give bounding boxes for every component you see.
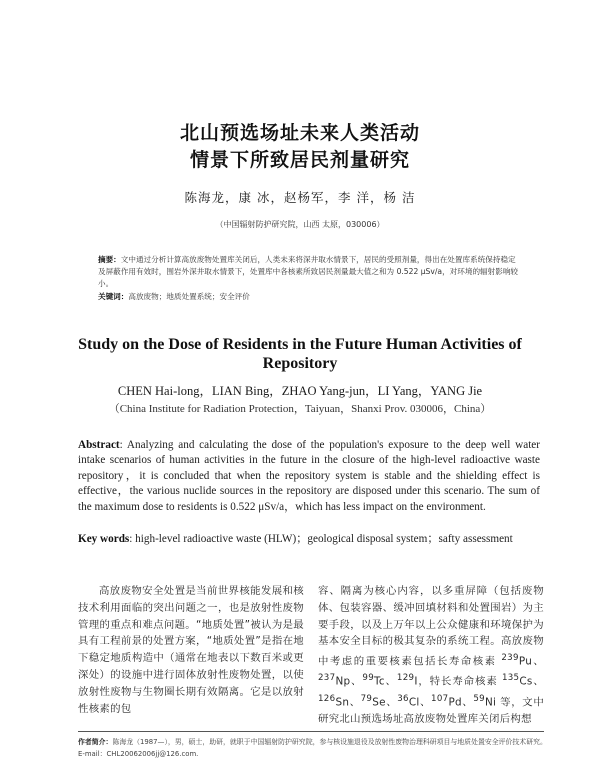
cn-keywords-text: 高放废物；地质处置系统；安全评价 [128, 291, 250, 301]
en-abstract-text: : Analyzing and calculating the dose of the population's exposure to the deep well water intake scenarios of human activities in the future in the closure of the high-level radioactive waste repository，it is concluded that when the repository system is stable and the shielding effect is effective，the various nuclide sources in the repository are disposed under this scenario. The sum of the maximum dose to residents is 0.522 μSv/a，which has less impact on the environment. [78, 439, 540, 513]
body-left-text: 高放废物安全处置是当前世界核能发展和核技术利用面临的突出问题之一，也是放射性废物管理的重点和难点问题。“地质处置”被认为是最具有工程前景的处置方案，“地质处置”是指在地下稳定地质构造中（通常在地表以下数百米或更深处）的设施中进行固体放射性废物处置，以使放射性废物与生物圈长期有效隔离。它是以放射性核素的包 [78, 585, 304, 715]
body-right-text: 容、隔离为核心内容，以多重屏障（包括废物体、包装容器、缓冲回填材料和处置围岩）为主要手段，以及上万年以上公众健康和环境保护为基本安全目标的极其复杂的系统工程。高放废物中考虑的重要核素包括长寿命核素 $^{239}$Pu、$^{237}$Np、$^{99}$Tc、$^{129}$I，特长寿命核素 $^{135}$Cs、$^{126}$Sn、$^{79}$Se、$^{36}$Cl、$^{107}$Pd、$^{59}$Ni 等，文中研究北山预选场址高放废物处置库关闭后构想 [318, 585, 545, 725]
footnote-text: 陈海龙（1987—），男，硕士，助研，就职于中国辐射防护研究院，参与核设施退役及放射性废物治理科研项目与地质处置安全评价技术研究。E-mail：CHL20062006jj@126.com. [78, 738, 547, 758]
en-authors: CHEN Hai-long，LIAN Bing，ZHAO Yang-jun，LI Yang，YANG Jie [117, 384, 483, 398]
en-keywords-text: : high-level radioactive waste (HLW)；geological disposal system；safty assessment [129, 533, 513, 545]
body-column-left [78, 583, 304, 717]
cn-keywords [98, 291, 518, 303]
cn-title-line-1: 北山预选场址未来人类活动 [179, 122, 420, 144]
cn-authors: 陈海龙，康 冰，赵杨军，李 洋，杨 洁 [184, 190, 416, 205]
cn-title-line-2: 情景下所致居民剂量研究 [189, 149, 410, 171]
cn-affiliation: （中国辐射防护研究院，山西 太原，030006） [215, 220, 385, 229]
en-title-line-1: Study on the Dose of Residents in the Future Human Activities of [78, 336, 522, 353]
footnote-divider [78, 731, 544, 732]
cn-abstract-text: 文中通过分析计算高放废物处置库关闭后，人类未来将深井取水情景下，居民的受照剂量，得出在处置库系统保持稳定及屏蔽作用有效时，围岩外深井取水情景下，处置库中各核素所致居民剂量最大值之和为 0.522 μSv/a，对环境的辐射影响较小。 [98, 255, 519, 289]
en-keywords [78, 530, 548, 546]
cn-keywords-label: 关键词： [98, 291, 129, 301]
footnote [78, 736, 548, 760]
en-keywords-label: Key words [78, 533, 130, 545]
en-title-line-2: Repository [262, 355, 338, 372]
en-abstract-label: Abstract [78, 439, 120, 451]
footnote-label: 作者简介： [78, 738, 113, 746]
cn-abstract-block [98, 254, 518, 303]
cn-abstract-label: 摘要： [98, 255, 121, 264]
cn-abstract [98, 254, 518, 291]
en-affiliation: （China Institute for Radiation Protection，Taiyuan，Shanxi Prov. 030006，China） [108, 403, 492, 415]
body-column-right [318, 583, 544, 728]
en-abstract [78, 438, 540, 515]
